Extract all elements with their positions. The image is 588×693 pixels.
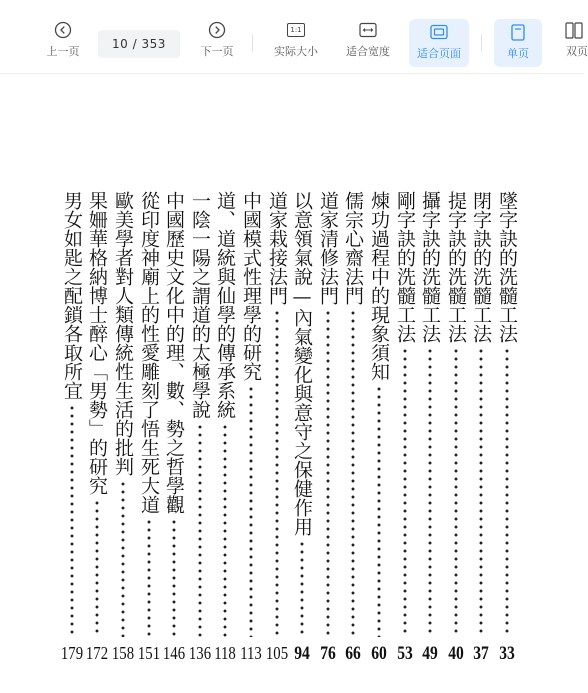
prev-page-label: 上一页 (46, 45, 80, 58)
toc-entry-title: 中國歷史文化中的理、數、勢之哲學觀 (163, 191, 185, 514)
toc-entry[interactable] (187, 191, 213, 637)
fit-width-label: 适合宽度 (346, 45, 390, 58)
toc-entry-title: 儒宗心齋法門 (342, 191, 364, 305)
fit-page-button[interactable] (409, 19, 469, 67)
toc-dot-leader (249, 385, 253, 637)
next-page-label: 下一页 (200, 45, 234, 58)
fit-width-icon (359, 20, 377, 40)
toc-entry-title: 道、道統與仙學的傳承系統 (214, 191, 236, 419)
toc-entry[interactable] (238, 191, 264, 637)
double-page-label: 双页 (566, 45, 588, 58)
single-page-label: 单页 (507, 47, 529, 60)
page-number-box[interactable] (98, 30, 180, 58)
fit-page-icon (430, 22, 448, 42)
prev-page-button[interactable] (42, 20, 84, 66)
fit-width-button[interactable] (340, 20, 396, 66)
page-separator: / (132, 37, 138, 51)
toc-dot-leader (70, 404, 74, 637)
reader-toolbar (0, 0, 588, 74)
toc-dot-leader (95, 499, 99, 637)
toc-entry[interactable] (468, 191, 494, 637)
toc-entry-title: 從印度神廟上的性愛雕刻了悟生死大道 (138, 191, 160, 514)
double-page-button[interactable] (560, 20, 588, 66)
toc-dot-leader (428, 347, 432, 637)
toc-page-number: 37 (473, 643, 489, 664)
toc-page-number: 105 (265, 643, 289, 663)
toc-entry[interactable] (84, 191, 110, 637)
total-pages: 353 (141, 37, 166, 51)
toc-entry-title: 果姍華格納博士醉心「男勢」的研究 (86, 191, 108, 495)
toc-dot-leader (223, 423, 227, 637)
toc-dot-leader (147, 518, 151, 637)
toc-dot-leader (454, 347, 458, 637)
toc-dot-leader (505, 347, 509, 637)
toc-entry-title: 墜字訣的洗髓工法 (496, 191, 518, 343)
toc-dot-leader (326, 309, 330, 637)
single-page-button[interactable] (494, 19, 542, 67)
toc-entry[interactable] (340, 191, 366, 637)
toc-entry[interactable] (136, 191, 162, 637)
toc-page-number: 172 (85, 643, 109, 663)
toc-page-number: 33 (499, 643, 515, 664)
toc-entry[interactable] (161, 191, 187, 637)
toc-entry[interactable] (315, 191, 341, 637)
toc-dot-leader (403, 347, 407, 637)
toc-entry-title: 攝字訣的洗髓工法 (419, 191, 441, 343)
actual-size-icon: 1:1 (287, 20, 305, 40)
toc-entry-title: 煉功過程中的現象須知 (368, 191, 390, 381)
toolbar-divider (481, 34, 482, 52)
current-page-input[interactable]: 10 (112, 37, 129, 51)
toc-entry[interactable] (212, 191, 238, 637)
toc-entry[interactable] (289, 191, 315, 637)
toc-page-number: 76 (320, 643, 336, 664)
toc-entry-title: 道家栽接法門 (266, 191, 288, 305)
toc-entry[interactable] (443, 191, 469, 637)
toc-entry-title: 一陰一陽之謂道的太極學說 (189, 191, 211, 419)
toc-page-number: 53 (397, 643, 413, 664)
toc-page-number: 158 (111, 643, 135, 663)
toc-page-number: 151 (137, 643, 161, 663)
toc-entry-title: 提字訣的洗髓工法 (445, 191, 467, 343)
toc-page-number: 113 (240, 643, 262, 663)
toolbar-divider (252, 34, 253, 52)
toc-dot-leader (351, 309, 355, 637)
toc-page-number: 118 (214, 643, 236, 663)
actual-size-label: 实际大小 (274, 45, 318, 58)
toc-entry[interactable] (366, 191, 392, 637)
toc-page-number: 40 (448, 643, 464, 664)
toc-entry-title: 剛字訣的洗髓工法 (394, 191, 416, 343)
document-page (0, 75, 584, 693)
toc-page-number: 49 (422, 643, 438, 664)
toc-entry-title: 中國模式性理學的研究 (240, 191, 262, 381)
toc-dot-leader (172, 518, 176, 637)
table-of-contents (0, 75, 584, 693)
toc-entry[interactable] (264, 191, 290, 637)
toc-entry[interactable] (110, 191, 136, 637)
chevron-left-circle-icon (54, 20, 72, 40)
toc-entry[interactable] (494, 191, 520, 637)
toc-page-number: 179 (60, 643, 84, 663)
toc-dot-leader (300, 540, 304, 637)
toc-dot-leader (377, 385, 381, 637)
toc-dot-leader (121, 480, 125, 637)
single-page-icon (511, 22, 525, 42)
toc-page-number: 146 (162, 643, 186, 663)
toc-page-number: 94 (294, 643, 310, 664)
toc-dot-leader (198, 423, 202, 637)
toc-dot-leader (275, 309, 279, 637)
toc-page-number: 136 (188, 643, 212, 663)
fit-page-label: 适合页面 (417, 47, 461, 60)
toc-entry-title: 閉字訣的洗髓工法 (470, 191, 492, 343)
toc-dot-leader (479, 347, 483, 637)
toc-entry-title: 以意領氣說—內氣變化與意守之保健作用 (291, 191, 313, 536)
toc-entry-title: 男女如匙之配鎖各取所宜 (61, 191, 83, 400)
toc-entry[interactable] (417, 191, 443, 637)
toc-page-number: 66 (345, 643, 361, 664)
next-page-button[interactable] (196, 20, 238, 66)
toc-entry[interactable] (59, 191, 85, 637)
toc-entry-title: 歐美學者對人類傳統性生活的批判 (112, 191, 134, 476)
chevron-right-circle-icon (208, 20, 226, 40)
toc-page-number: 60 (371, 643, 387, 664)
toc-entry[interactable] (392, 191, 418, 637)
toc-entry-title: 道家清修法門 (317, 191, 339, 305)
actual-size-button[interactable] (268, 20, 324, 66)
double-page-icon (560, 20, 584, 40)
